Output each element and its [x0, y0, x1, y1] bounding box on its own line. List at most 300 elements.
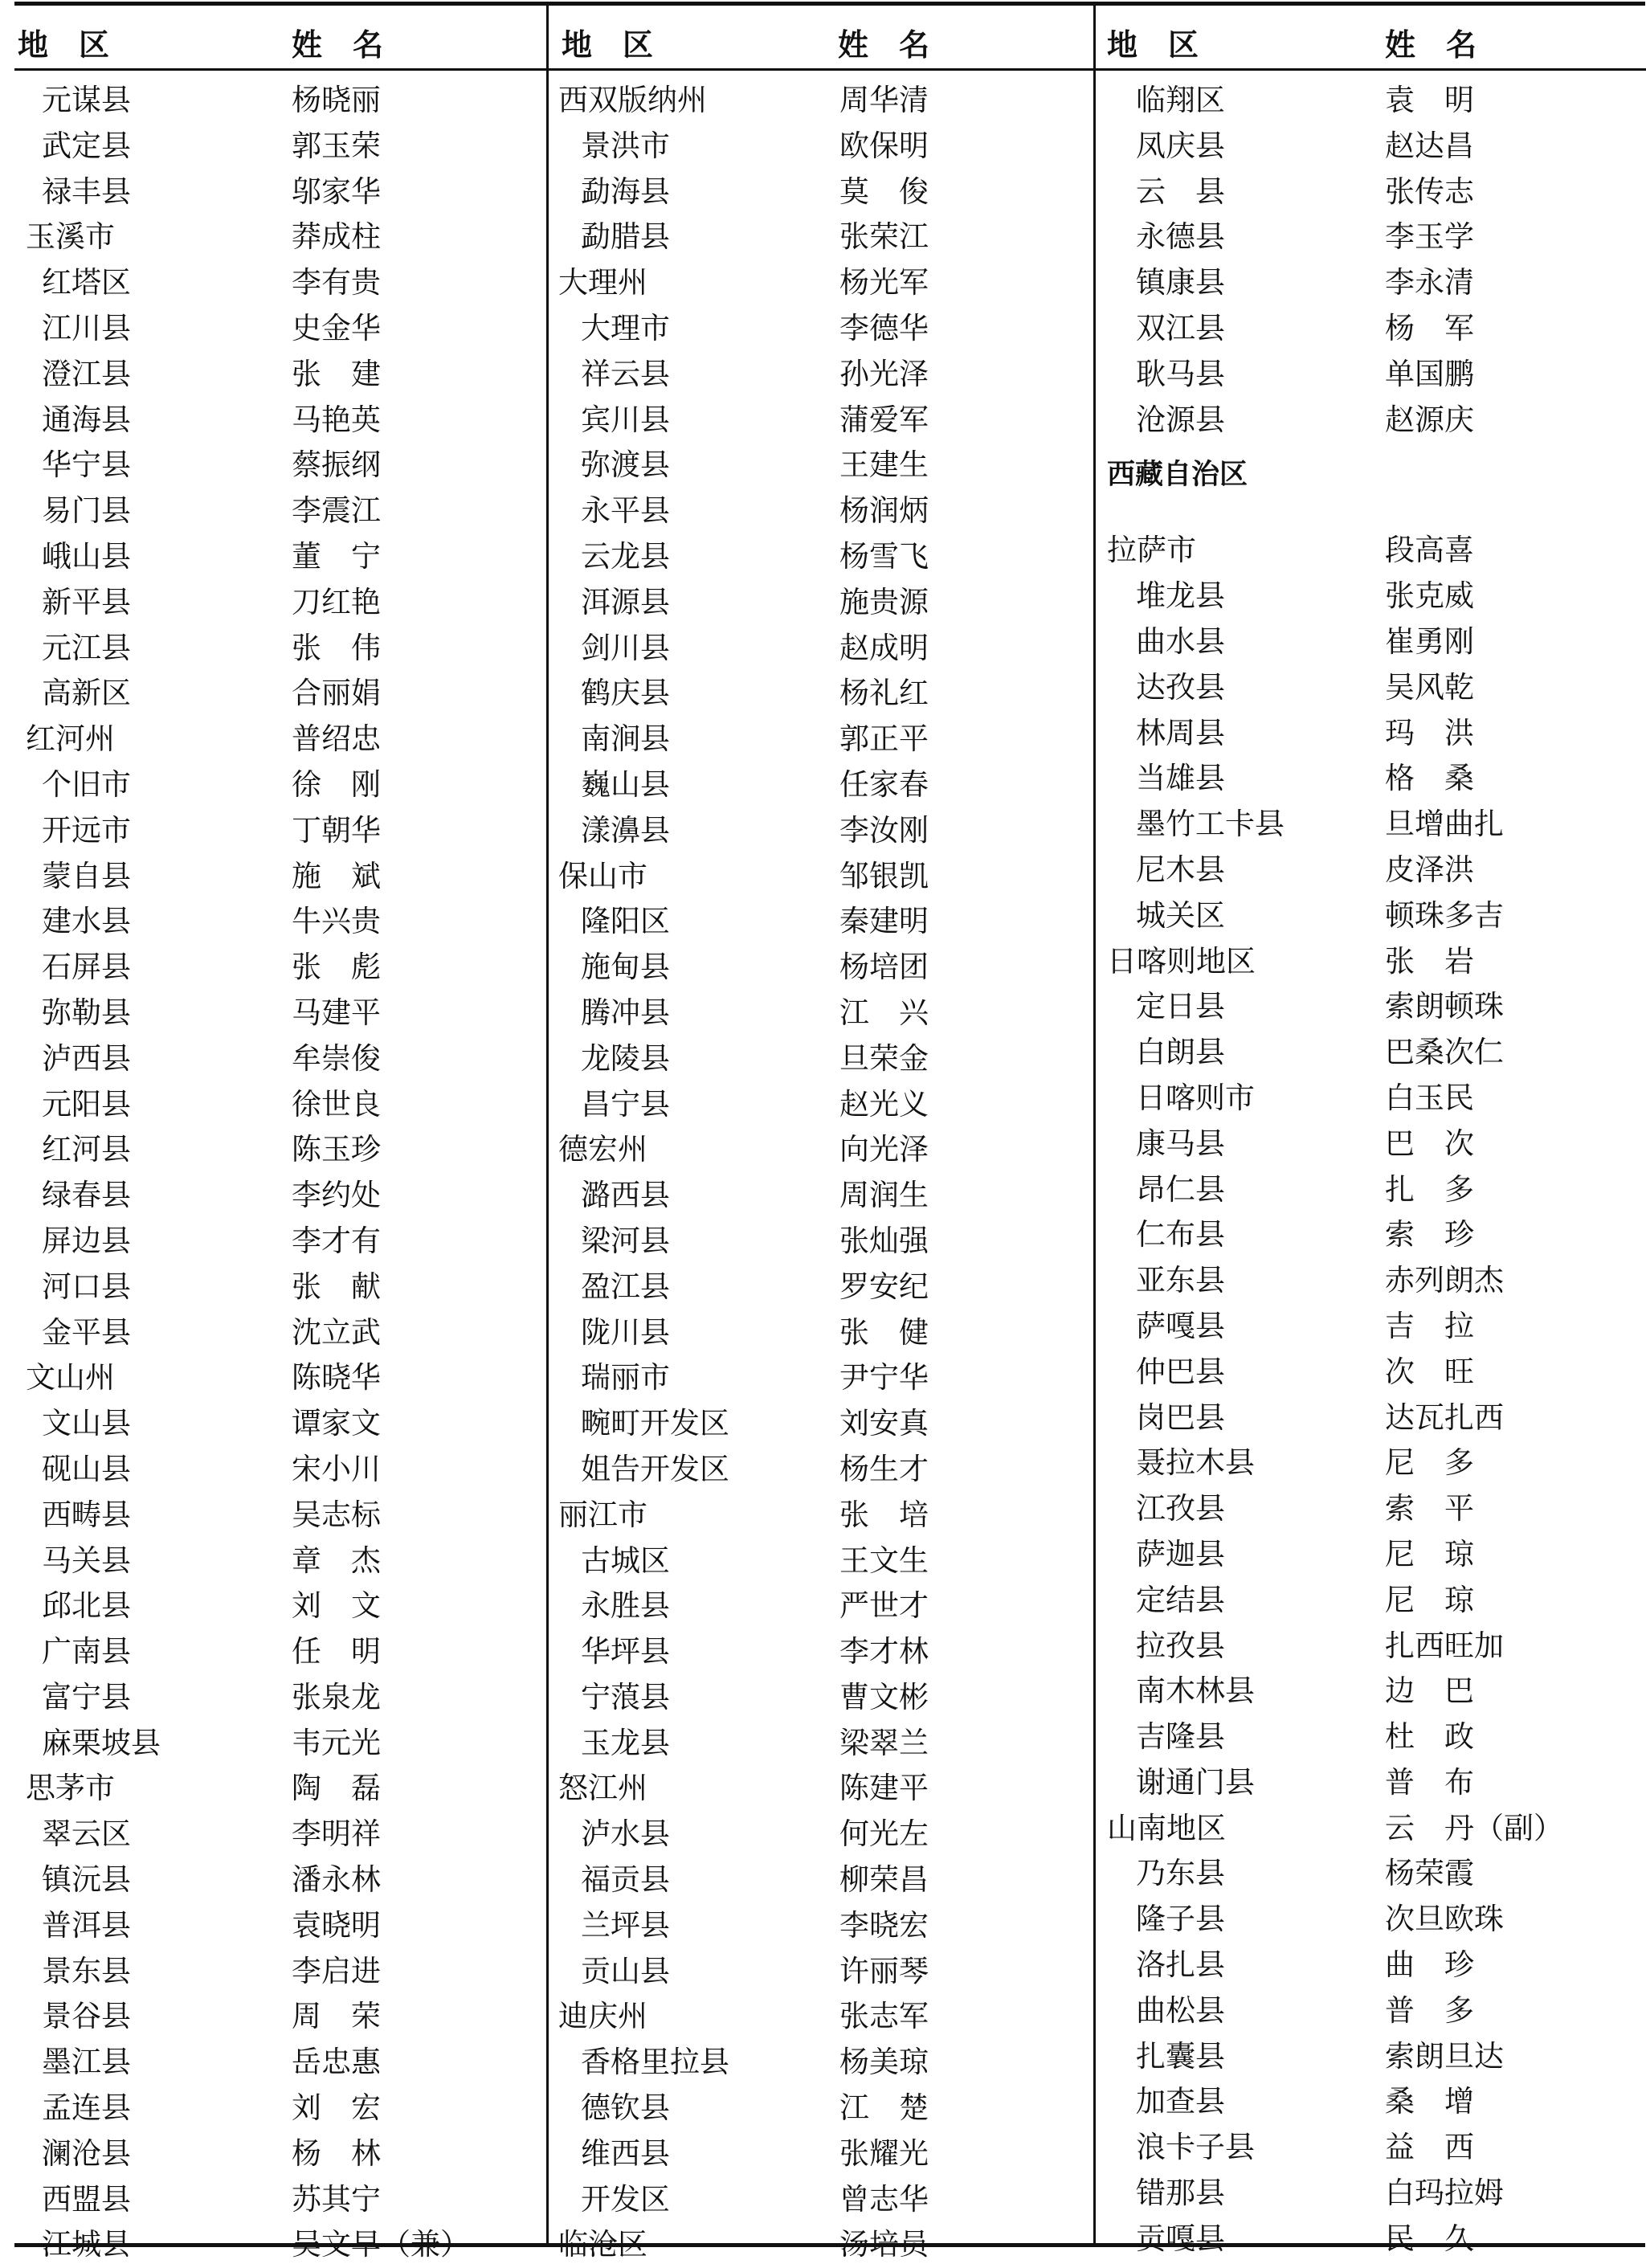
region-cell: 古城区 — [581, 1543, 670, 1578]
region-cell: 曲松县 — [1136, 1992, 1225, 2028]
region-cell: 临翔区 — [1136, 83, 1225, 117]
table-row — [549, 1721, 1096, 1767]
table-row — [14, 1629, 546, 1675]
name-cell: 云 丹（副） — [1385, 1810, 1563, 1845]
name-cell: 赵达昌 — [1385, 128, 1474, 163]
table-row — [1096, 1578, 1646, 1624]
table-row — [549, 488, 1096, 534]
table-row — [549, 1857, 1096, 1903]
region-cell: 巍山县 — [581, 766, 670, 802]
table-row — [549, 260, 1096, 306]
table-row — [14, 1721, 546, 1767]
region-cell: 江城县 — [42, 2227, 131, 2262]
name-cell: 达瓦扎西 — [1385, 1400, 1504, 1435]
region-cell: 永平县 — [581, 493, 670, 529]
table-row — [549, 2131, 1096, 2177]
region-cell: 德钦县 — [581, 2090, 670, 2126]
name-cell: 任 明 — [292, 1634, 381, 1669]
region-cell: 城关区 — [1136, 897, 1225, 933]
table-row — [14, 170, 546, 215]
name-cell: 李汝刚 — [839, 812, 929, 848]
region-cell: 吉隆县 — [1136, 1719, 1225, 1755]
name-cell: 牛兴贵 — [292, 904, 381, 939]
name-header: 姓 名 — [838, 27, 930, 63]
region-cell: 景东县 — [42, 1953, 131, 1988]
name-cell: 张传志 — [1385, 174, 1474, 209]
region-cell: 贡山县 — [581, 1953, 670, 1988]
name-cell: 秦建明 — [839, 904, 929, 939]
region-cell: 金平县 — [42, 1314, 131, 1350]
region-cell: 祥云县 — [581, 356, 670, 391]
name-cell: 曾志华 — [839, 2181, 929, 2217]
name-cell: 边 巴 — [1385, 1673, 1474, 1709]
table-row — [14, 124, 546, 170]
region-cell: 洱源县 — [581, 584, 670, 619]
region-cell: 宁蒗县 — [581, 1679, 670, 1714]
table-row — [549, 1265, 1096, 1310]
table-row — [1096, 893, 1646, 939]
table-row — [1096, 170, 1646, 215]
table-row — [1096, 1851, 1646, 1897]
table-row — [14, 352, 546, 398]
name-cell: 李才有 — [292, 1223, 381, 1258]
name-cell: 索 珍 — [1385, 1217, 1474, 1253]
name-cell: 梁翠兰 — [839, 1725, 929, 1760]
table-row — [549, 991, 1096, 1036]
region-cell: 兰坪县 — [581, 1907, 670, 1943]
name-cell: 谭家文 — [292, 1406, 381, 1441]
name-cell: 徐 刚 — [292, 766, 381, 802]
region-cell: 当雄县 — [1136, 761, 1225, 796]
name-cell: 尹宁华 — [839, 1360, 929, 1396]
name-cell: 杨生才 — [839, 1451, 929, 1486]
region-cell: 萨嘎县 — [1136, 1308, 1225, 1343]
section-heading — [1096, 443, 1646, 528]
table-row — [1096, 1396, 1646, 1441]
table-row — [549, 2177, 1096, 2223]
region-cell: 定结县 — [1136, 1582, 1225, 1617]
table-row — [14, 1401, 546, 1447]
name-cell: 莫 俊 — [839, 174, 929, 209]
region-cell: 勐海县 — [581, 174, 670, 209]
table-row — [1096, 711, 1646, 757]
region-cell: 砚山县 — [42, 1451, 131, 1486]
name-cell: 白玛拉姆 — [1385, 2176, 1504, 2211]
region-cell: 泸西县 — [42, 1040, 131, 1076]
table-row — [1096, 260, 1646, 306]
region-cell: 西畴县 — [42, 1497, 131, 1532]
region-cell: 文山县 — [42, 1406, 131, 1441]
name-cell: 周华清 — [839, 83, 929, 117]
name-cell: 王文生 — [839, 1543, 929, 1578]
region-cell: 墨江县 — [42, 2045, 131, 2080]
table-row — [1096, 1440, 1646, 1486]
name-cell: 次旦欧珠 — [1385, 1902, 1504, 1937]
name-cell: 益 西 — [1385, 2130, 1474, 2165]
name-cell: 杨荣霞 — [1385, 1856, 1474, 1891]
region-cell: 迪庆州 — [558, 1999, 647, 2034]
table-row — [14, 534, 546, 580]
table-row — [1096, 1669, 1646, 1714]
region-cell: 澄江县 — [42, 356, 131, 391]
region-cell: 错那县 — [1136, 2176, 1225, 2211]
region-cell: 澜沧县 — [42, 2135, 131, 2171]
region-cell: 云 县 — [1136, 174, 1225, 209]
table-row — [14, 78, 546, 124]
name-cell: 任家春 — [839, 766, 929, 802]
table-column-2 — [546, 6, 1096, 2262]
table-row — [549, 945, 1096, 991]
name-cell: 陈玉珍 — [292, 1132, 381, 1167]
region-cell: 双江县 — [1136, 310, 1225, 345]
table-row — [1096, 215, 1646, 260]
name-cell: 袁晓明 — [292, 1907, 381, 1943]
region-cell: 亚东县 — [1136, 1263, 1225, 1298]
name-cell: 白玉民 — [1385, 1080, 1474, 1115]
table-row — [549, 1355, 1096, 1401]
table-row — [1096, 1714, 1646, 1760]
name-cell: 施贵源 — [839, 584, 929, 619]
table-row — [549, 443, 1096, 488]
name-cell: 张 建 — [292, 356, 381, 391]
table-row — [1096, 1943, 1646, 1988]
region-cell: 施甸县 — [581, 950, 670, 985]
table-row — [14, 2040, 546, 2086]
table-row — [14, 1675, 546, 1721]
table-column-3 — [1093, 6, 1646, 2256]
name-cell: 丁朝华 — [292, 812, 381, 848]
region-header: 地 区 — [1107, 27, 1199, 63]
table-row — [549, 170, 1096, 215]
name-header: 姓 名 — [1385, 27, 1477, 63]
region-cell: 普洱县 — [42, 1907, 131, 1943]
region-cell: 蒙自县 — [42, 858, 131, 893]
region-cell: 镇康县 — [1136, 265, 1225, 300]
table-row — [14, 671, 546, 717]
name-cell: 陈建平 — [839, 1771, 929, 1806]
region-cell: 邱北县 — [42, 1588, 131, 1624]
name-cell: 赤列朗杰 — [1385, 1263, 1504, 1298]
table-row — [549, 2040, 1096, 2086]
name-cell: 马艳英 — [292, 402, 381, 437]
table-row — [14, 2177, 546, 2223]
name-cell: 蔡振纲 — [292, 447, 381, 483]
table-row — [1096, 398, 1646, 443]
name-cell: 格 桑 — [1385, 761, 1474, 796]
table-row — [549, 2222, 1096, 2268]
name-cell: 周润生 — [839, 1178, 929, 1213]
name-cell: 潘永林 — [292, 1862, 381, 1898]
table-row — [1096, 619, 1646, 665]
table-row — [1096, 665, 1646, 711]
region-cell: 勐腊县 — [581, 219, 670, 255]
name-cell: 李有贵 — [292, 265, 381, 300]
table-row — [1096, 1122, 1646, 1167]
region-cell: 镇沅县 — [42, 1862, 131, 1898]
region-cell: 日喀则市 — [1136, 1080, 1255, 1115]
table-row — [1096, 1532, 1646, 1578]
table-row — [14, 991, 546, 1036]
region-cell: 大理市 — [581, 310, 670, 345]
name-cell: 张志军 — [839, 1999, 929, 2034]
name-cell: 江 楚 — [839, 2090, 929, 2126]
table-row — [1096, 2079, 1646, 2125]
region-cell: 江川县 — [42, 310, 131, 345]
name-cell: 郭玉荣 — [292, 128, 381, 163]
table-row — [14, 1857, 546, 1903]
region-cell: 达孜县 — [1136, 669, 1225, 705]
name-cell: 索 平 — [1385, 1491, 1474, 1526]
region-cell: 谢通门县 — [1136, 1764, 1255, 1800]
name-cell: 曲 珍 — [1385, 1947, 1474, 1983]
region-cell: 富宁县 — [42, 1679, 131, 1714]
table-row — [549, 1812, 1096, 1857]
region-cell: 拉萨市 — [1107, 533, 1196, 568]
name-cell: 张 伟 — [292, 630, 381, 665]
name-cell: 董 宁 — [292, 538, 381, 574]
region-cell: 红河县 — [42, 1132, 131, 1167]
region-cell: 泸水县 — [581, 1816, 670, 1852]
column-rows — [549, 78, 1096, 2268]
name-cell: 杨培团 — [839, 950, 929, 985]
region-cell: 白朗县 — [1136, 1035, 1225, 1070]
table-row — [1096, 2217, 1646, 2262]
table-row — [14, 580, 546, 626]
table-row — [1096, 1624, 1646, 1669]
region-cell: 龙陵县 — [581, 1040, 670, 1076]
region-cell: 石屏县 — [42, 950, 131, 985]
column-rows — [1096, 78, 1646, 2262]
region-cell: 红塔区 — [42, 265, 131, 300]
region-cell: 香格里拉县 — [581, 2045, 729, 2080]
region-cell: 鹤庆县 — [581, 676, 670, 711]
table-row — [1096, 1350, 1646, 1396]
name-cell: 段高喜 — [1385, 533, 1474, 568]
name-cell: 杜 政 — [1385, 1719, 1474, 1755]
name-cell: 杨美琼 — [839, 2045, 929, 2080]
name-cell: 刘安真 — [839, 1406, 929, 1441]
region-cell: 云龙县 — [581, 538, 670, 574]
name-cell: 旦荣金 — [839, 1040, 929, 1076]
table-row — [549, 580, 1096, 626]
name-cell: 李启进 — [292, 1953, 381, 1988]
name-cell: 陈晓华 — [292, 1360, 381, 1396]
region-cell: 畹町开发区 — [581, 1406, 729, 1441]
name-cell: 韦元光 — [292, 1725, 381, 1760]
table-row — [1096, 756, 1646, 802]
name-cell: 陶 磊 — [292, 1771, 381, 1806]
table-row — [1096, 984, 1646, 1030]
region-cell: 永胜县 — [581, 1588, 670, 1624]
region-cell: 峨山县 — [42, 538, 131, 574]
table-row — [549, 306, 1096, 352]
table-row — [1096, 528, 1646, 574]
region-cell: 仲巴县 — [1136, 1354, 1225, 1389]
name-cell: 李才林 — [839, 1634, 929, 1669]
region-cell: 大理州 — [558, 265, 647, 300]
table-row — [14, 398, 546, 443]
table-row — [14, 1903, 546, 1949]
table-row — [14, 488, 546, 534]
region-cell: 建水县 — [42, 904, 131, 939]
table-row — [1096, 1304, 1646, 1350]
table-row — [14, 899, 546, 945]
region-cell: 洛扎县 — [1136, 1947, 1225, 1983]
name-cell: 孙光泽 — [839, 356, 929, 391]
name-cell: 杨雪飞 — [839, 538, 929, 574]
table-row — [14, 1036, 546, 1082]
region-cell: 孟连县 — [42, 2090, 131, 2126]
name-cell: 杨光军 — [839, 265, 929, 300]
region-cell: 元江县 — [42, 630, 131, 665]
name-cell: 曹文彬 — [839, 1679, 929, 1714]
region-cell: 姐告开发区 — [581, 1451, 729, 1486]
region-cell: 景谷县 — [42, 1999, 131, 2034]
name-cell: 何光左 — [839, 1816, 929, 1852]
region-cell: 易门县 — [42, 493, 131, 529]
name-cell: 扎 多 — [1385, 1171, 1474, 1207]
name-cell: 次 旺 — [1385, 1354, 1474, 1389]
region-cell: 临沧区 — [558, 2227, 647, 2262]
region-cell: 景洪市 — [581, 128, 670, 163]
region-cell: 华坪县 — [581, 1634, 670, 1669]
name-cell: 尼 多 — [1385, 1445, 1474, 1481]
region-cell: 隆阳区 — [581, 904, 670, 939]
name-cell: 杨礼红 — [839, 676, 929, 711]
name-cell: 张灿强 — [839, 1223, 929, 1258]
name-cell: 赵源庆 — [1385, 402, 1474, 437]
name-cell: 尼 琼 — [1385, 1582, 1474, 1617]
name-cell: 普 布 — [1385, 1764, 1474, 1800]
region-cell: 文山州 — [26, 1360, 115, 1396]
name-cell: 民 久 — [1385, 2221, 1474, 2256]
name-cell: 史金华 — [292, 310, 381, 345]
name-cell: 施 斌 — [292, 858, 381, 893]
region-cell: 新平县 — [42, 584, 131, 619]
name-cell: 赵光义 — [839, 1086, 929, 1122]
region-cell: 腾冲县 — [581, 995, 670, 1030]
table-row — [14, 1082, 546, 1128]
table-row — [549, 352, 1096, 398]
name-cell: 江 兴 — [839, 995, 929, 1030]
name-cell: 苏其宁 — [292, 2181, 381, 2217]
region-cell: 康马县 — [1136, 1126, 1225, 1161]
region-cell: 曲水县 — [1136, 623, 1225, 659]
name-cell: 王建生 — [839, 447, 929, 483]
table-row — [549, 534, 1096, 580]
name-cell: 李震江 — [292, 493, 381, 529]
table-row — [14, 1310, 546, 1356]
name-cell: 许丽琴 — [839, 1953, 929, 1988]
table-row — [549, 1539, 1096, 1584]
table-row — [549, 1766, 1096, 1812]
table-row — [1096, 1212, 1646, 1258]
region-cell: 盈江县 — [581, 1269, 670, 1304]
name-cell: 张克威 — [1385, 578, 1474, 614]
name-cell: 刘 文 — [292, 1588, 381, 1624]
name-cell: 张泉龙 — [292, 1679, 381, 1714]
table-row — [1096, 124, 1646, 170]
name-cell: 张 培 — [839, 1497, 929, 1532]
region-cell: 隆子县 — [1136, 1902, 1225, 1937]
region-cell: 漾濞县 — [581, 812, 670, 848]
region-cell: 定日县 — [1136, 989, 1225, 1024]
name-cell: 徐世良 — [292, 1086, 381, 1122]
name-cell: 杨 林 — [292, 2135, 381, 2171]
table-row — [1096, 1760, 1646, 1806]
table-row — [549, 854, 1096, 900]
region-cell: 弥勒县 — [42, 995, 131, 1030]
name-cell: 李晓宏 — [839, 1907, 929, 1943]
table-row — [14, 2131, 546, 2177]
region-cell: 南涧县 — [581, 721, 670, 757]
name-cell: 索朗旦达 — [1385, 2038, 1504, 2074]
table-row — [1096, 939, 1646, 985]
name-cell: 柳荣昌 — [839, 1862, 929, 1898]
table-row — [1096, 1897, 1646, 1943]
region-cell: 河口县 — [42, 1269, 131, 1304]
region-cell: 日喀则地区 — [1107, 943, 1256, 979]
name-cell: 尼 琼 — [1385, 1536, 1474, 1571]
region-cell: 禄丰县 — [42, 174, 131, 209]
region-cell: 仁布县 — [1136, 1217, 1225, 1253]
region-cell: 维西县 — [581, 2135, 670, 2171]
name-cell: 岳忠惠 — [292, 2045, 381, 2080]
region-header: 地 区 — [562, 27, 654, 63]
table-row — [14, 1584, 546, 1629]
table-row — [549, 899, 1096, 945]
region-cell: 屏边县 — [42, 1223, 131, 1258]
table-row — [1096, 2125, 1646, 2171]
table-row — [1096, 848, 1646, 893]
table-row — [1096, 1486, 1646, 1532]
name-cell: 蒲爱军 — [839, 402, 929, 437]
table-row — [549, 1219, 1096, 1265]
region-cell: 思茅市 — [26, 1771, 115, 1806]
table-row — [549, 1675, 1096, 1721]
region-cell: 开远市 — [42, 812, 131, 848]
name-cell: 章 杰 — [292, 1543, 381, 1578]
table-row — [549, 1447, 1096, 1493]
table-row — [1096, 574, 1646, 619]
table-row — [14, 854, 546, 900]
region-cell: 梁河县 — [581, 1223, 670, 1258]
name-cell: 欧保明 — [839, 128, 929, 163]
region-cell: 开发区 — [581, 2181, 670, 2217]
name-cell: 邬家华 — [292, 174, 381, 209]
name-cell: 吉 拉 — [1385, 1308, 1474, 1343]
region-cell: 扎囊县 — [1136, 2038, 1225, 2074]
name-cell: 李永清 — [1385, 265, 1474, 300]
roster-table — [14, 2, 1645, 2262]
region-cell: 剑川县 — [581, 630, 670, 665]
table-row — [14, 1812, 546, 1857]
table-row — [1096, 1988, 1646, 2034]
region-cell: 西藏自治区 — [1107, 459, 1248, 492]
table-row — [549, 626, 1096, 672]
table-column-1 — [14, 6, 546, 2262]
region-header: 地 区 — [18, 27, 110, 63]
name-cell: 单国鹏 — [1385, 356, 1474, 391]
table-row — [549, 124, 1096, 170]
table-row — [1096, 1076, 1646, 1122]
name-cell: 顿珠多吉 — [1385, 897, 1504, 933]
table-row — [1096, 1030, 1646, 1076]
table-row — [1096, 1806, 1646, 1852]
name-cell: 吴风乾 — [1385, 669, 1474, 705]
region-cell: 武定县 — [42, 128, 131, 163]
region-cell: 西双版纳州 — [558, 83, 707, 117]
